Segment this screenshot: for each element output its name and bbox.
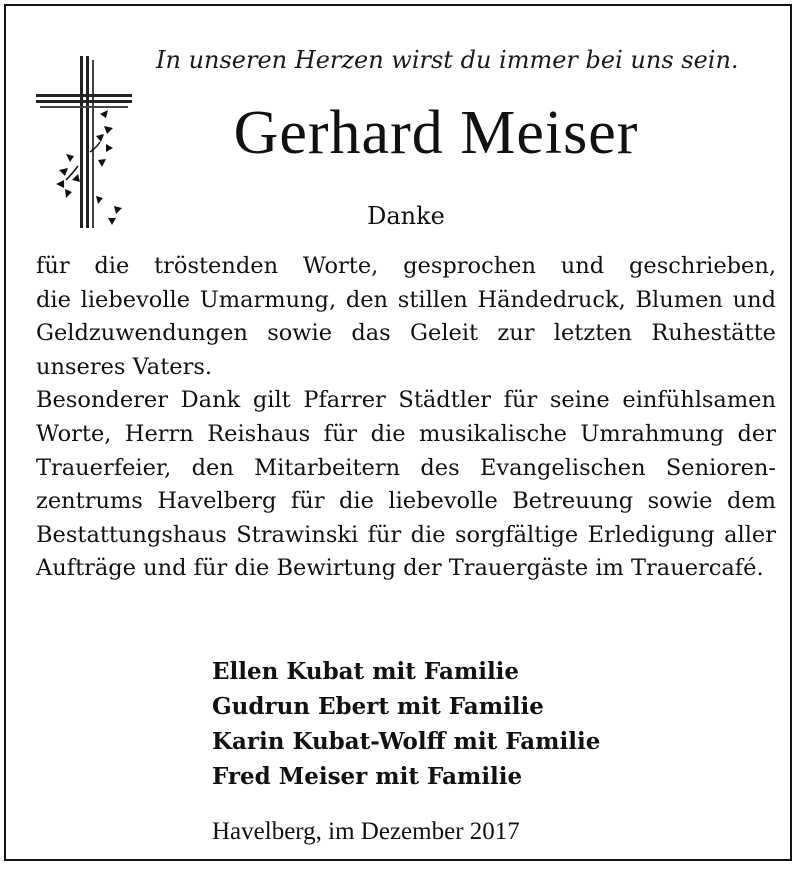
body-line: die liebevolle Umarmung, den stillen Händedruck, Blumen und bbox=[36, 286, 776, 313]
motto-line: In unseren Herzen wirst du immer bei uns sein. bbox=[156, 46, 739, 74]
body-line: Besonderer Dank gilt Pfarrer Städtler für seine einfühlsamen bbox=[36, 387, 776, 414]
body-line: unseres Vaters. bbox=[36, 353, 213, 380]
deceased-name: Gerhard Meiser bbox=[233, 99, 639, 167]
body-line: Aufträge und für die Bewirtung der Trauergäste im Trauercafé. bbox=[36, 555, 764, 582]
body-line: Geldzuwendungen sowie das Geleit zur letzten Ruhestätte bbox=[36, 320, 776, 347]
place-and-date: Havelberg, im Dezember 2017 bbox=[212, 818, 520, 845]
signer-name: Karin Kubat-Wolff mit Familie bbox=[212, 728, 601, 755]
body-line: Trauerfeier, den Mitarbeitern des Evangelischen Senioren- bbox=[36, 454, 776, 481]
obituary-notice-frame bbox=[4, 4, 792, 861]
thanks-heading: Danke bbox=[367, 202, 445, 230]
cross-with-ivy-icon bbox=[34, 56, 134, 236]
body-line: für die tröstenden Worte, gesprochen und geschrieben, bbox=[36, 253, 776, 279]
body-line: Bestattungshaus Strawinski für die sorgfältige Erledigung aller bbox=[36, 521, 776, 548]
body-line: zentrums Havelberg für die liebevolle Betreuung sowie dem bbox=[36, 488, 776, 515]
signers-list bbox=[212, 654, 600, 794]
body-line: Worte, Herrn Reishaus für die musikalische Umrahmung der bbox=[36, 420, 776, 447]
signer-name: Gudrun Ebert mit Familie bbox=[212, 693, 544, 720]
thanks-body bbox=[36, 250, 776, 586]
signer-name: Ellen Kubat mit Familie bbox=[212, 658, 520, 685]
signer-name: Fred Meiser mit Familie bbox=[212, 763, 523, 790]
